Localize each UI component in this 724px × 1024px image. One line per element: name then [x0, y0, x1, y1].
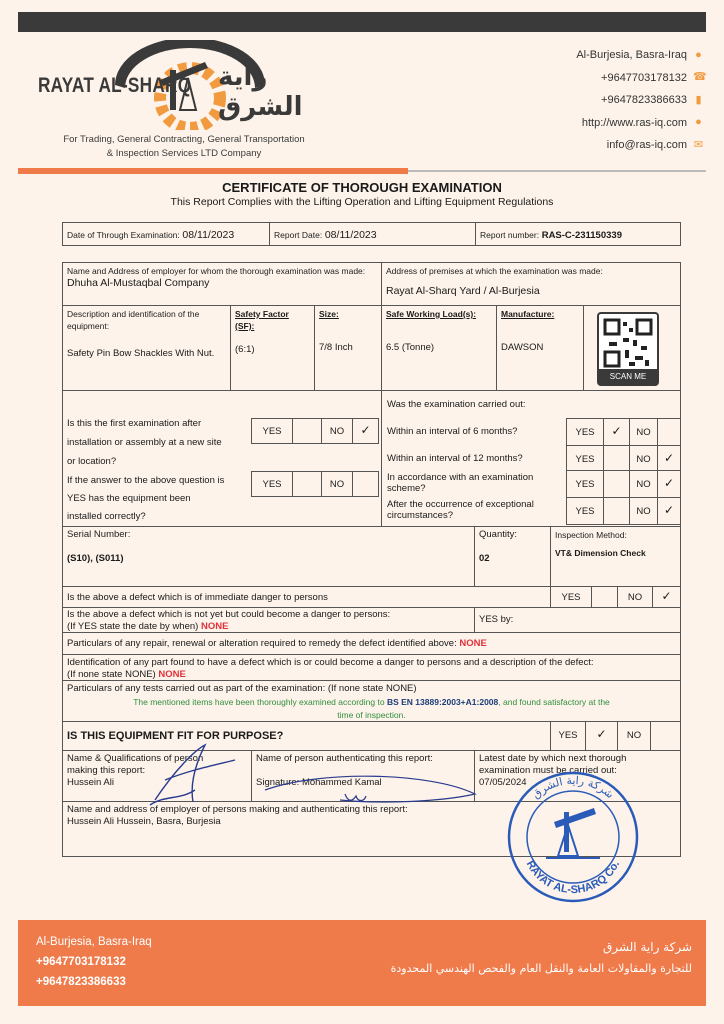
carried-out-question: Within an interval of 6 months? [387, 426, 518, 437]
authenticator-signature: Signature: Mohammed Kamal [256, 777, 382, 788]
carried-out-no-box[interactable]: ✓ [657, 470, 681, 498]
quantity: 02 [479, 553, 490, 564]
carried-out-yes[interactable]: YES [566, 497, 604, 525]
immediate-danger-cell: Is the above a defect which is of immediate danger to persons [62, 586, 681, 608]
report-maker-name: Hussein Ali [67, 777, 114, 788]
signature-hussein [135, 740, 245, 810]
company-name-ar: راية الشرق [218, 62, 303, 122]
carried-out-question: In accordance with an examination scheme? [387, 472, 534, 494]
exam-date: 08/11/2023 [182, 229, 235, 241]
employer-name: Dhuha Al-Mustaqbal Company [67, 277, 210, 289]
contact-phone-2: +9647823386633 [601, 94, 687, 106]
fit-yes[interactable]: YES [550, 721, 586, 751]
manufacture: DAWSON [501, 342, 544, 353]
contact-address: Al-Burjesia, Basra-Iraq [576, 49, 687, 61]
carried-out-no-box[interactable]: ✓ [657, 497, 681, 525]
stamp-text-ar: شركة راية الشرق [529, 773, 617, 802]
fit-no[interactable]: NO [617, 721, 651, 751]
size: 7/8 Inch [319, 342, 353, 353]
immediate-no[interactable]: NO [617, 586, 653, 608]
document-subtitle: This Report Complies with the Lifting Operation and Lifting Equipment Regulations [170, 196, 554, 208]
installed-no-box[interactable] [352, 471, 379, 497]
carried-out-no-box[interactable] [657, 418, 681, 446]
document-title: CERTIFICATE OF THOROUGH EXAMINATION [222, 180, 502, 195]
carried-out-no[interactable]: NO [629, 418, 658, 446]
footer-company-ar [312, 936, 692, 980]
telephone-icon: ☎ [693, 71, 707, 84]
installed-no[interactable]: NO [321, 471, 353, 497]
immediate-yes[interactable]: YES [550, 586, 592, 608]
repair-value: NONE [459, 638, 487, 649]
globe-icon: ● [695, 116, 702, 129]
tagline-line-1: For Trading, General Contracting, General Transportation [63, 134, 305, 145]
mobile-phone-icon: ▮ [695, 93, 702, 106]
carried-out-yes[interactable]: YES [566, 445, 604, 471]
tests-standard: BS EN 13889:2003+A1:2008 [386, 697, 499, 707]
carried-out-yes-box[interactable]: ✓ [603, 418, 630, 446]
report-date: 08/11/2023 [324, 229, 377, 241]
footer-company-desc-ar: للتجارة والمقاولات العامة والنقل العام والفحص الهندسي المحدودة [390, 962, 692, 975]
swl: 6.5 (Tonne) [386, 342, 435, 353]
safety-factor: (6:1) [235, 344, 255, 355]
fit-no-box[interactable] [650, 721, 681, 751]
swl-cell: Safe Working Load(s): 6.5 (Tonne) [381, 305, 497, 391]
premises-cell: Address of premises at which the examination was made: Rayat Al-Sharq Yard / Al-Burjesia [381, 262, 681, 306]
company-stamp [506, 770, 640, 904]
future-danger-cell: Is the above a defect which is not yet but could become a danger to persons: (If YES state the date by when) NONE [62, 607, 475, 633]
report-number: RAS-C-231150339 [541, 230, 622, 241]
report-maker-cell: Name & Qualifications of person making this report: Hussein Ali [62, 750, 252, 802]
size-cell: Size: 7/8 Inch [314, 305, 382, 391]
premises-address: Rayat Al-Sharq Yard / Al-Burjesia [386, 285, 540, 297]
contact-email[interactable]: info@ras-iq.com [606, 139, 687, 151]
report-number-cell: Report number: RAS-C-231150339 [475, 222, 681, 246]
footer-phone-2: +9647823386633 [36, 976, 126, 988]
next-exam-cell: Latest date by which next thorough examination must be carried out: 07/05/2024 [474, 750, 681, 802]
footer-band [18, 920, 706, 1006]
immediate-no-check[interactable]: ✓ [652, 586, 681, 608]
header-separator [18, 168, 706, 174]
carried-out-yes-box[interactable] [603, 445, 630, 471]
identification-cell: Identification of any part found to have a defect which is or could become a danger to persons and a description of the defect: (If none state NONE) NONE [62, 654, 681, 681]
carried-out-yes-box[interactable] [603, 497, 630, 525]
installed-question: If the answer to the above question is YES has the equipment been installed correctly? [67, 475, 225, 522]
first-exam-no[interactable]: NO [321, 418, 353, 444]
first-exam-no-check[interactable]: ✓ [352, 418, 379, 444]
location-pin-icon: ● [695, 48, 702, 61]
employer-signoff-cell: Name and address of employer of persons making and authenticating this report: Hussein Ali Hussein, Basra, Burjesia [62, 801, 681, 857]
inspection-method: VT& Dimension Check [555, 548, 646, 558]
carried-out-question: Within an interval of 12 months? [387, 453, 523, 464]
stamp-text-en: RAYAT AL-SHARQ Co. [523, 858, 623, 897]
yes-by-cell: YES by: [474, 607, 681, 633]
identification-value: NONE [158, 669, 186, 680]
carried-out-question: After the occurrence of exceptional circumstances? [387, 499, 534, 521]
carried-out-no-box[interactable]: ✓ [657, 445, 681, 471]
header-contacts [576, 44, 707, 157]
footer-phone-1: +9647703178132 [36, 956, 126, 968]
envelope-icon: ✉ [693, 138, 704, 151]
employer-signoff-value: Hussein Ali Hussein, Basra, Burjesia [67, 816, 221, 827]
installed-yes[interactable]: YES [251, 471, 293, 497]
carried-out-no[interactable]: NO [629, 470, 658, 498]
first-exam-yes-box[interactable] [292, 418, 322, 444]
quantity-cell: Quantity: 02 [474, 526, 551, 587]
future-danger-value: NONE [200, 621, 229, 632]
serial-number: (S10), (S011) [67, 553, 124, 564]
exam-date-cell: Date of Through Examination: 08/11/2023 [62, 222, 270, 246]
authenticator-cell: Name of person authenticating this report: Signature: Mohammed Kamal [251, 750, 475, 802]
report-date-cell: Report Date: 08/11/2023 [269, 222, 476, 246]
immediate-yes-box[interactable] [591, 586, 618, 608]
carried-out-yes[interactable]: YES [566, 418, 604, 446]
tests-cell: Particulars of any tests carried out as part of the examination: (If none state NONE) The mentioned items have been thoroughly examined according to BS EN 13889:2003+A1:2008, and found satisfactory at the time of inspection. [62, 680, 681, 722]
qr-code[interactable] [597, 312, 659, 386]
fit-for-purpose-cell: IS THIS EQUIPMENT FIT FOR PURPOSE? [62, 721, 681, 751]
footer-company-name-ar: شركة راية الشرق [603, 940, 692, 954]
qr-pattern-icon [599, 316, 657, 371]
contact-website[interactable]: http://www.ras-iq.com [581, 116, 687, 129]
carried-out-yes[interactable]: YES [566, 470, 604, 498]
footer-address: Al-Burjesia, Basra-Iraq [36, 936, 152, 948]
repair-cell: Particulars of any repair, renewal or alteration required to remedy the defect identified above: NONE [62, 632, 681, 655]
company-logo [30, 40, 340, 159]
equipment-desc-cell: Description and identification of the equipment: Safety Pin Bow Shackles With Nut. [62, 305, 231, 391]
first-exam-question: Is this the first examination after installation or assembly at a new site or location? [67, 418, 222, 467]
serial-cell: Serial Number: (S10), (S011) [62, 526, 475, 587]
installed-yes-box[interactable] [292, 471, 322, 497]
carried-out-no[interactable]: NO [629, 497, 658, 525]
manufacture-cell: Manufacture: DAWSON [496, 305, 584, 391]
carried-out-no[interactable]: NO [629, 445, 658, 471]
footer-contacts [36, 932, 152, 992]
signature-mohammed [260, 768, 490, 808]
safety-factor-cell: Safety Factor (SF): (6:1) [230, 305, 315, 391]
carried-out-yes-box[interactable] [603, 470, 630, 498]
tagline-line-2: & Inspection Services LTD Company [106, 148, 262, 159]
employer-cell: Name and Address of employer for whom the thorough examination was made: Dhuha Al-Mustaqbal Company [62, 262, 382, 306]
inspection-method-cell: Inspection Method: VT& Dimension Check [550, 526, 681, 587]
first-exam-yes[interactable]: YES [251, 418, 293, 444]
carried-out-label: Was the examination carried out: [387, 399, 526, 410]
top-bar [18, 12, 706, 32]
company-name-en: RAYAT AL-SHARQ [38, 74, 192, 97]
contact-phone-1: +9647703178132 [601, 71, 687, 84]
svg-text:شركة راية الشرق [530, 774, 617, 801]
scan-me-label: SCAN ME [599, 369, 657, 384]
next-exam-date: 07/05/2024 [479, 777, 527, 788]
fit-yes-check[interactable]: ✓ [585, 721, 618, 751]
equipment-desc: Safety Pin Bow Shackles With Nut. [67, 348, 215, 359]
